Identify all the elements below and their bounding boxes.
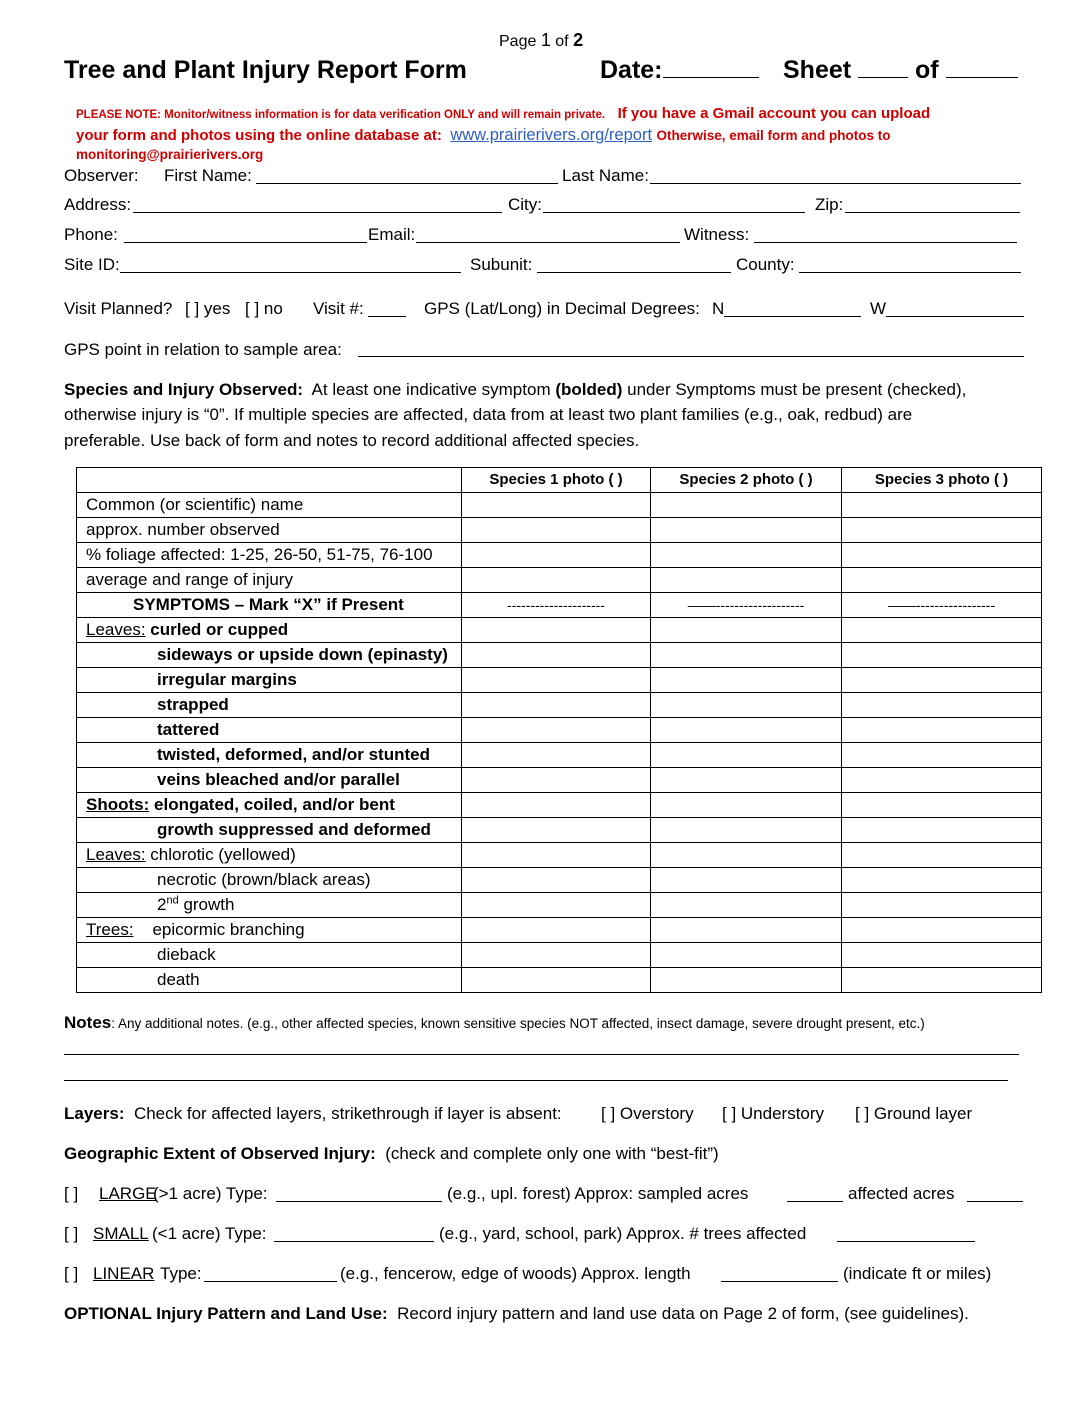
- gps-point-label: GPS point in relation to sample area:: [64, 340, 342, 359]
- cell-s2[interactable]: [651, 618, 842, 643]
- table-row: [77, 668, 1042, 693]
- cell-s1[interactable]: [462, 943, 651, 968]
- row-label-veins: veins bleached and/or parallel: [77, 768, 462, 793]
- species-intro-line-2: otherwise injury is “0”. If multiple species are affected, data from at least two plant families (e.g., oak, redbud) are: [64, 405, 913, 424]
- page-prefix: Page: [499, 33, 541, 50]
- visit-planned-label: Visit Planned?: [64, 299, 173, 318]
- gps-n-label: N: [712, 299, 725, 318]
- shoots-heading: Shoots:: [86, 795, 150, 814]
- linear-checkbox[interactable]: [ ]: [64, 1264, 79, 1283]
- date-label: Date:: [600, 56, 663, 84]
- cell-s2[interactable]: [651, 718, 842, 743]
- second-text: growth: [178, 895, 235, 914]
- gps-label: GPS (Lat/Long) in Decimal Degrees:: [424, 299, 700, 318]
- cell-s1[interactable]: [462, 493, 651, 518]
- sheet-field[interactable]: [783, 56, 1018, 85]
- overstory-checkbox[interactable]: [ ] Overstory: [601, 1104, 694, 1123]
- cell-s3[interactable]: [842, 518, 1042, 543]
- address-field[interactable]: [133, 212, 502, 213]
- cell-s1[interactable]: [462, 768, 651, 793]
- cell-s3[interactable]: [842, 718, 1042, 743]
- report-link[interactable]: www.prairierivers.org/report: [450, 126, 653, 144]
- notice-line-1: [76, 105, 930, 123]
- species-bolded: (bolded): [555, 380, 623, 399]
- cell-s3[interactable]: [842, 493, 1042, 518]
- cell-s1[interactable]: [462, 618, 651, 643]
- row-label-tattered: tattered: [77, 718, 462, 743]
- gps-w-label: W: [870, 299, 887, 318]
- table-corner: [77, 468, 462, 493]
- notice-line-2: [76, 126, 891, 145]
- last-name-field[interactable]: [650, 183, 1021, 184]
- shoots-text: elongated, coiled, and/or bent: [154, 795, 395, 814]
- cell-s1[interactable]: [462, 743, 651, 768]
- cell-s3[interactable]: [842, 893, 1042, 918]
- sampled-acres-field[interactable]: [787, 1201, 843, 1202]
- species-intro-line-1: [64, 380, 966, 400]
- gmail-note: If you have a Gmail account you can upload: [617, 105, 931, 122]
- cell-s2[interactable]: [651, 568, 842, 593]
- trees-affected-field[interactable]: [837, 1241, 975, 1242]
- subunit-field[interactable]: [537, 272, 731, 273]
- table-row: [77, 843, 1042, 868]
- table-row: [77, 543, 1042, 568]
- gps-point-field[interactable]: [358, 356, 1024, 357]
- affected-acres-field[interactable]: [967, 1201, 1023, 1202]
- species-1-header: Species 1 photo ( ): [462, 468, 651, 493]
- cell-s2[interactable]: [651, 818, 842, 843]
- cell-s2[interactable]: [651, 843, 842, 868]
- email-field[interactable]: [416, 242, 680, 243]
- dash-s1: ---------------------: [462, 593, 651, 618]
- cell-s1[interactable]: [462, 818, 651, 843]
- species-2-header: Species 2 photo ( ): [651, 468, 842, 493]
- linear-length-field[interactable]: [721, 1281, 838, 1282]
- row-label-dieback: dieback: [77, 943, 462, 968]
- page-indicator: [499, 30, 583, 51]
- table-row: [77, 768, 1042, 793]
- first-name-label: First Name:: [164, 166, 252, 185]
- species-table: [76, 467, 1042, 993]
- last-name-label: Last Name:: [562, 166, 649, 185]
- row-label-twisted: twisted, deformed, and/or stunted: [77, 743, 462, 768]
- table-row: [77, 493, 1042, 518]
- table-row: [77, 918, 1042, 943]
- site-id-field[interactable]: [120, 272, 461, 273]
- email-label: Email:: [368, 225, 416, 244]
- cell-s2[interactable]: [651, 868, 842, 893]
- species-text-a: At least one indicative symptom: [311, 380, 551, 399]
- notes-label: Notes: [64, 1013, 112, 1032]
- visit-yes-checkbox[interactable]: [ ] yes: [185, 299, 231, 318]
- cell-s2[interactable]: [651, 793, 842, 818]
- table-row: [77, 693, 1042, 718]
- notes-field-1[interactable]: [64, 1054, 1019, 1055]
- large-example: (e.g., upl. forest) Approx: sampled acres: [447, 1184, 749, 1203]
- linear-label: LINEAR: [93, 1264, 155, 1283]
- cell-s3[interactable]: [842, 943, 1042, 968]
- row-label-necrotic: necrotic (brown/black areas): [77, 868, 462, 893]
- visit-no-checkbox[interactable]: [ ] no: [245, 299, 283, 318]
- cell-s3[interactable]: [842, 668, 1042, 693]
- extent-note: (check and complete only one with “best-fit”): [385, 1144, 719, 1163]
- small-example: (e.g., yard, school, park) Approx. # trees affected: [439, 1224, 807, 1243]
- row-label-irregular: irregular margins: [77, 668, 462, 693]
- leaves-heading: Leaves:: [86, 620, 146, 639]
- table-row: [77, 618, 1042, 643]
- visit-number-field[interactable]: [368, 316, 406, 317]
- cell-s3[interactable]: [842, 543, 1042, 568]
- cell-s3[interactable]: [842, 768, 1042, 793]
- county-field[interactable]: [799, 272, 1021, 273]
- species-3-header: Species 3 photo ( ): [842, 468, 1042, 493]
- cell-s2[interactable]: [651, 668, 842, 693]
- epicormic-text: epicormic branching: [152, 920, 305, 939]
- table-row: [77, 968, 1042, 993]
- second-num: 2: [157, 895, 167, 914]
- zip-label: Zip:: [815, 195, 844, 214]
- gps-n-field[interactable]: [724, 316, 861, 317]
- dash-s3: ——-----------------: [842, 593, 1042, 618]
- cell-s2[interactable]: [651, 693, 842, 718]
- small-checkbox[interactable]: [ ]: [64, 1224, 79, 1243]
- large-type-label: (>1 acre) Type:: [153, 1184, 268, 1203]
- row-label-growth-suppressed: growth suppressed and deformed: [77, 818, 462, 843]
- layers-line: [64, 1104, 562, 1124]
- cell-s3[interactable]: [842, 843, 1042, 868]
- linear-units-note: (indicate ft or miles): [843, 1264, 992, 1283]
- cell-s1[interactable]: [462, 918, 651, 943]
- row-label-death: death: [77, 968, 462, 993]
- optional-text: Record injury pattern and land use data on Page 2 of form, (see guidelines).: [397, 1304, 969, 1323]
- email-note: Otherwise, email form and photos to: [656, 128, 891, 143]
- notes-text: : Any additional notes. (e.g., other affected species, known sensitive species NOT affected, insect damage, severe drought present, etc.): [111, 1016, 925, 1031]
- extent-heading: Geographic Extent of Observed Injury:: [64, 1144, 376, 1163]
- table-row: [77, 893, 1042, 918]
- cell-s1[interactable]: [462, 568, 651, 593]
- cell-s3[interactable]: [842, 743, 1042, 768]
- species-text-b: under Symptoms must be present (checked),: [627, 380, 967, 399]
- cell-s2[interactable]: [651, 893, 842, 918]
- cell-s1[interactable]: [462, 518, 651, 543]
- small-label: SMALL: [93, 1224, 149, 1243]
- large-checkbox[interactable]: [ ]: [64, 1184, 79, 1203]
- symptoms-header-row: [77, 593, 1042, 618]
- cell-s2[interactable]: [651, 943, 842, 968]
- cell-s2[interactable]: [651, 743, 842, 768]
- row-label-epicormic: [77, 918, 462, 943]
- table-row: [77, 743, 1042, 768]
- upload-note: your form and photos using the online database at:: [76, 127, 442, 144]
- cell-s3[interactable]: [842, 968, 1042, 993]
- cell-s1[interactable]: [462, 968, 651, 993]
- sheet-of-label: of: [915, 56, 939, 84]
- row-label-chlorotic: [77, 843, 462, 868]
- small-type-field[interactable]: [274, 1241, 434, 1242]
- cell-s2[interactable]: [651, 543, 842, 568]
- layers-text: Check for affected layers, strikethrough if layer is absent:: [133, 1104, 562, 1123]
- cell-s1[interactable]: [462, 718, 651, 743]
- species-heading: Species and Injury Observed:: [64, 380, 304, 399]
- understory-checkbox[interactable]: [ ] Understory: [722, 1104, 825, 1123]
- large-type-field[interactable]: [276, 1201, 442, 1202]
- monitoring-email: monitoring@prairierivers.org: [76, 147, 264, 162]
- page-current: 1: [540, 30, 551, 50]
- cell-s1[interactable]: [462, 668, 651, 693]
- cell-s2[interactable]: [651, 918, 842, 943]
- ground-layer-checkbox[interactable]: [ ] Ground layer: [855, 1104, 973, 1123]
- leaves-heading-2: Leaves:: [86, 845, 146, 864]
- form-title: Tree and Plant Injury Report Form: [64, 56, 467, 84]
- cell-s1[interactable]: [462, 843, 651, 868]
- page-of: of: [550, 33, 574, 50]
- cell-s1[interactable]: [462, 643, 651, 668]
- site-id-label: Site ID:: [64, 255, 120, 274]
- large-label: LARGE: [99, 1184, 157, 1203]
- cell-s3[interactable]: [842, 793, 1042, 818]
- table-row: [77, 793, 1042, 818]
- chlorotic-text: chlorotic (yellowed): [150, 845, 296, 864]
- row-label-leaves-curled: [77, 618, 462, 643]
- leaves-curled-text: curled or cupped: [150, 620, 289, 639]
- gps-w-field[interactable]: [886, 316, 1024, 317]
- cell-s1[interactable]: [462, 543, 651, 568]
- witness-label: Witness:: [684, 225, 750, 244]
- row-label-second-growth: [77, 893, 462, 918]
- cell-s2[interactable]: [651, 493, 842, 518]
- row-label-sideways: sideways or upside down (epinasty): [77, 643, 462, 668]
- witness-field[interactable]: [754, 242, 1017, 243]
- sheet-label: Sheet: [783, 56, 852, 84]
- phone-field[interactable]: [124, 242, 367, 243]
- city-field[interactable]: [543, 212, 805, 213]
- cell-s2[interactable]: [651, 768, 842, 793]
- trees-heading: Trees:: [86, 920, 134, 939]
- linear-type-field[interactable]: [204, 1281, 337, 1282]
- address-label: Address:: [64, 195, 132, 214]
- zip-field[interactable]: [845, 212, 1020, 213]
- phone-label: Phone:: [64, 225, 118, 244]
- table-row: [77, 568, 1042, 593]
- date-field[interactable]: [600, 56, 759, 85]
- small-type-label: (<1 acre) Type:: [152, 1224, 267, 1243]
- row-label-shoots: [77, 793, 462, 818]
- cell-s3[interactable]: [842, 568, 1042, 593]
- table-header-row: [77, 468, 1042, 493]
- layers-label: Layers:: [64, 1104, 125, 1123]
- cell-s3[interactable]: [842, 918, 1042, 943]
- cell-s1[interactable]: [462, 793, 651, 818]
- second-sup: nd: [166, 894, 179, 907]
- linear-type-label: Type:: [160, 1264, 202, 1283]
- city-label: City:: [508, 195, 542, 214]
- optional-line: [64, 1304, 969, 1324]
- table-row: [77, 643, 1042, 668]
- row-label-number: approx. number observed: [77, 518, 462, 543]
- cell-s2[interactable]: [651, 643, 842, 668]
- cell-s2[interactable]: [651, 968, 842, 993]
- observer-label: Observer:: [64, 166, 139, 185]
- table-row: [77, 718, 1042, 743]
- linear-example: (e.g., fencerow, edge of woods) Approx. length: [340, 1264, 691, 1283]
- species-intro-line-3: preferable. Use back of form and notes to record additional affected species.: [64, 431, 640, 450]
- row-label-common-name: Common (or scientific) name: [77, 493, 462, 518]
- dash-s2: ——-------------------: [651, 593, 842, 618]
- cell-s2[interactable]: [651, 518, 842, 543]
- visit-number-label: Visit #:: [313, 299, 364, 318]
- table-row: [77, 868, 1042, 893]
- cell-s3[interactable]: [842, 643, 1042, 668]
- affected-acres-label: affected acres: [848, 1184, 955, 1203]
- page-total: 2: [573, 30, 584, 50]
- table-row: [77, 943, 1042, 968]
- row-label-foliage: % foliage affected: 1-25, 26-50, 51-75, 76-100: [77, 543, 462, 568]
- notes-field-2[interactable]: [64, 1080, 1008, 1081]
- symptoms-header: SYMPTOMS – Mark “X” if Present: [77, 593, 462, 618]
- cell-s1[interactable]: [462, 693, 651, 718]
- cell-s3[interactable]: [842, 693, 1042, 718]
- cell-s1[interactable]: [462, 893, 651, 918]
- optional-label: OPTIONAL Injury Pattern and Land Use:: [64, 1304, 388, 1323]
- cell-s3[interactable]: [842, 868, 1042, 893]
- table-row: [77, 818, 1042, 843]
- notes-line: [64, 1013, 925, 1033]
- cell-s1[interactable]: [462, 868, 651, 893]
- row-label-strapped: strapped: [77, 693, 462, 718]
- privacy-note: PLEASE NOTE: Monitor/witness information is for data verification ONLY and will remain private.: [76, 109, 606, 121]
- row-label-average: average and range of injury: [77, 568, 462, 593]
- extent-heading-line: [64, 1144, 719, 1164]
- county-label: County:: [736, 255, 795, 274]
- cell-s3[interactable]: [842, 818, 1042, 843]
- table-row: [77, 518, 1042, 543]
- cell-s3[interactable]: [842, 618, 1042, 643]
- subunit-label: Subunit:: [470, 255, 533, 274]
- first-name-field[interactable]: [256, 183, 558, 184]
